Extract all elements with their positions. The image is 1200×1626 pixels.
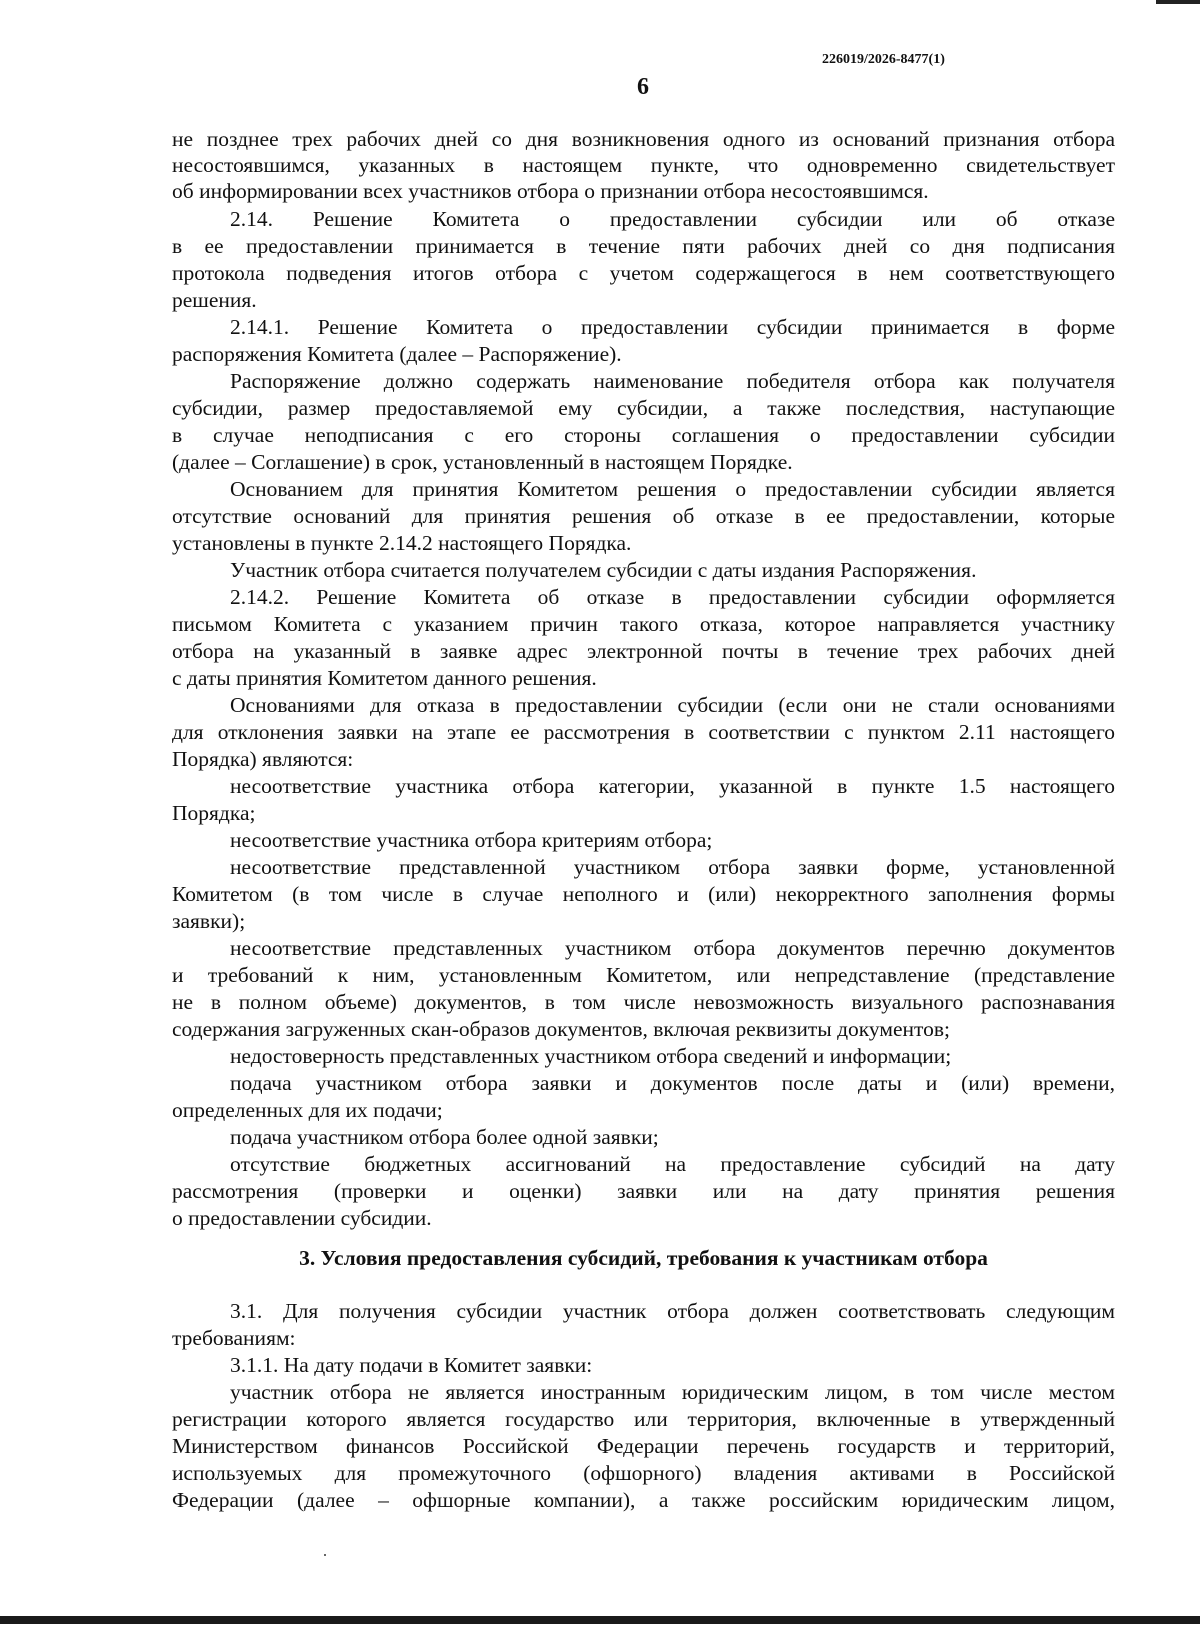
- text-line: решения.: [172, 288, 257, 312]
- text-line: участник отбора не является иностранным юридическим лицом, в том числе местом: [230, 1380, 1115, 1404]
- text-line: Порядка;: [172, 801, 256, 825]
- text-line: с даты принятия Комитетом данного решения.: [172, 666, 597, 690]
- text-line: несоответствие участника отбора категории, указанной в пункте 1.5 настоящего: [230, 774, 1115, 798]
- text-line: 3.1.1. На дату подачи в Комитет заявки:: [230, 1353, 593, 1377]
- text-line: требованиям:: [172, 1326, 296, 1350]
- text-line: несоответствие представленных участником отбора документов перечню документов: [230, 936, 1115, 960]
- text-line: и требований к ним, установленным Комитетом, или непредставление (представление: [172, 963, 1115, 987]
- text-line: не в полном объеме) документов, в том числе невозможность визуального распознавания: [172, 990, 1115, 1014]
- text-line: используемых для промежуточного (офшорного) владения активами в Российской: [172, 1461, 1115, 1485]
- text-line: об информировании всех участников отбора о признании отбора несостоявшимся.: [172, 179, 929, 203]
- text-line: в ее предоставлении принимается в течение пяти рабочих дней со дня подписания: [172, 234, 1115, 258]
- text-line: подача участником отбора заявки и документов после даты и (или) времени,: [230, 1071, 1115, 1095]
- text-line: несостоявшимся, указанных в настоящем пункте, что одновременно свидетельствует: [172, 153, 1115, 177]
- text-line: Комитетом (в том числе в случае неполного и (или) некорректного заполнения формы: [172, 882, 1115, 906]
- text-line: не позднее трех рабочих дней со дня возникновения одного из оснований признания отбора: [172, 127, 1115, 151]
- text-line: Участник отбора считается получателем субсидии с даты издания Распоряжения.: [230, 558, 977, 582]
- scan-bottom-edge: [0, 1616, 1200, 1624]
- text-line: Федерации (далее – офшорные компании), а также российским юридическим лицом,: [172, 1488, 1115, 1512]
- text-line: несоответствие участника отбора критериям отбора;: [230, 828, 713, 852]
- text-line: 2.14.1. Решение Комитета о предоставлении субсидии принимается в форме: [230, 315, 1115, 339]
- text-line: Порядка) являются:: [172, 747, 354, 771]
- scan-speck: [324, 1554, 326, 1556]
- text-line: подача участником отбора более одной заявки;: [230, 1125, 659, 1149]
- text-line: 2.14.2. Решение Комитета об отказе в предоставлении субсидии оформляется: [230, 585, 1115, 609]
- text-line: протокола подведения итогов отбора с учетом содержащегося в нем соответствующего: [172, 261, 1115, 285]
- text-line: 3.1. Для получения субсидии участник отбора должен соответствовать следующим: [230, 1299, 1115, 1323]
- text-line: заявки);: [172, 909, 246, 933]
- text-line: 2.14. Решение Комитета о предоставлении субсидии или об отказе: [230, 207, 1115, 231]
- text-line: распоряжения Комитета (далее – Распоряжение).: [172, 342, 622, 366]
- text-line: субсидии, размер предоставляемой ему субсидии, а также последствия, наступающие: [172, 396, 1115, 420]
- section-heading: 3. Условия предоставления субсидий, требования к участникам отбора: [299, 1246, 988, 1270]
- text-line: несоответствие представленной участником отбора заявки форме, установленной: [230, 855, 1115, 879]
- text-line: содержания загруженных скан-образов документов, включая реквизиты документов;: [172, 1017, 951, 1041]
- text-line: Министерством финансов Российской Федерации перечень государств и территорий,: [172, 1434, 1115, 1458]
- text-line: для отклонения заявки на этапе ее рассмотрения в соответствии с пунктом 2.11 настоящего: [172, 720, 1115, 744]
- text-line: отсутствие бюджетных ассигнований на предоставление субсидий на дату: [230, 1152, 1115, 1176]
- text-line: Основаниями для отказа в предоставлении субсидии (если они не стали основаниями: [230, 693, 1115, 717]
- text-line: регистрации которого является государство или территория, включенные в утвержденный: [172, 1407, 1115, 1431]
- text-line: установлены в пункте 2.14.2 настоящего Порядка.: [172, 531, 632, 555]
- text-line: определенных для их подачи;: [172, 1098, 443, 1122]
- text-line: отсутствие оснований для принятия решения об отказе в ее предоставлении, которые: [172, 504, 1115, 528]
- document-id: 226019/2026-8477(1): [822, 52, 945, 67]
- text-line: о предоставлении субсидии.: [172, 1206, 432, 1230]
- text-line: отбора на указанный в заявке адрес электронной почты в течение трех рабочих дней: [172, 639, 1115, 663]
- text-line: рассмотрения (проверки и оценки) заявки или на дату принятия решения: [172, 1179, 1115, 1203]
- page-number: 6: [637, 74, 649, 100]
- text-line: Распоряжение должно содержать наименование победителя отбора как получателя: [230, 369, 1115, 393]
- text-line: недостоверность представленных участником отбора сведений и информации;: [230, 1044, 952, 1068]
- text-line: письмом Комитета с указанием причин такого отказа, которое направляется участнику: [172, 612, 1115, 636]
- scan-edge-mark: [1156, 0, 1200, 4]
- text-line: (далее – Соглашение) в срок, установленный в настоящем Порядке.: [172, 450, 793, 474]
- text-line: Основанием для принятия Комитетом решения о предоставлении субсидии является: [230, 477, 1115, 501]
- text-line: в случае неподписания с его стороны соглашения о предоставлении субсидии: [172, 423, 1115, 447]
